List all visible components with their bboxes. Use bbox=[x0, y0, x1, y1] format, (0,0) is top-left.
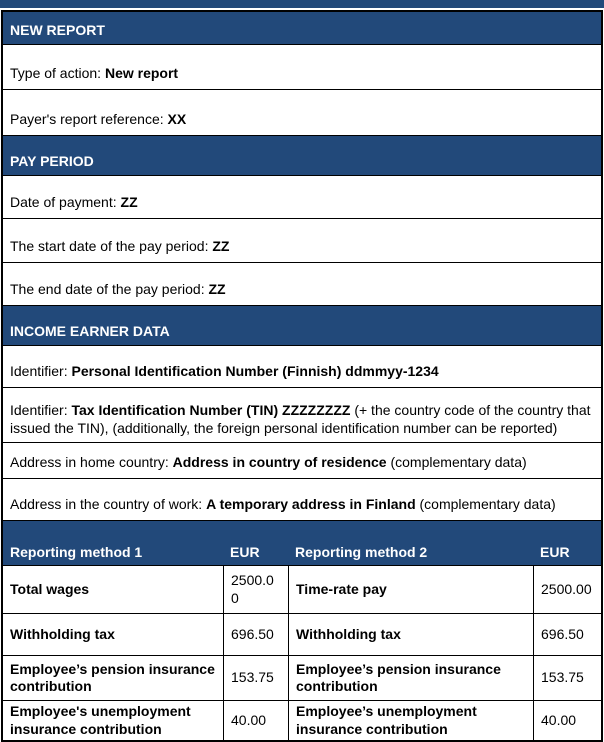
field-text bbox=[10, 65, 178, 83]
section-title: NEW REPORT bbox=[10, 22, 105, 38]
field-value: A temporary address in Finland bbox=[206, 495, 416, 512]
field-value: Tax Identification Number (TIN) ZZZZZZZZ bbox=[71, 402, 351, 418]
field-value: Address in country of residence bbox=[172, 453, 387, 470]
field-label: Address in the country of work: bbox=[10, 495, 207, 512]
top-accent-strip bbox=[0, 0, 604, 8]
field-label: Payer's report reference: bbox=[10, 110, 168, 127]
cell-label-method1: Total wages bbox=[10, 580, 90, 597]
field-label: The start date of the pay period: bbox=[10, 237, 213, 254]
field-row-address-home-country bbox=[3, 443, 601, 479]
report-document bbox=[1, 10, 603, 742]
field-value: ZZ bbox=[212, 237, 230, 254]
cell-value-method2: 696.50 bbox=[533, 614, 601, 655]
field-suffix: (complementary data) bbox=[386, 453, 527, 470]
cell-value-method2: 40.00 bbox=[533, 701, 601, 740]
table-header-reporting-method-1: Reporting method 1 bbox=[10, 544, 143, 560]
cell-value-method1: 40.00 bbox=[223, 701, 288, 740]
field-label: Date of payment: bbox=[10, 193, 121, 210]
field-row-payer-report-reference bbox=[3, 90, 601, 136]
field-row-date-of-payment bbox=[3, 176, 601, 219]
cell-value-method1: 2500.00 bbox=[223, 566, 288, 613]
cell-label-method1: Withholding tax bbox=[10, 625, 115, 642]
cell-label-method2: Employee’s unemployment insurance contribution bbox=[288, 701, 533, 740]
field-label: Address in home country: bbox=[10, 453, 173, 470]
field-row-identifier-pin bbox=[3, 346, 601, 388]
field-row-pay-period-end bbox=[3, 263, 601, 306]
field-text bbox=[10, 194, 138, 212]
cell-label-method2: Employee’s pension insurance contribution bbox=[288, 656, 533, 700]
field-value: New report bbox=[104, 64, 179, 81]
table-row-wages bbox=[3, 566, 601, 614]
table-row-pension-insurance bbox=[3, 656, 601, 701]
cell-label-method1: Employee's unemployment insurance contribution bbox=[10, 703, 191, 737]
table-row-withholding-tax bbox=[3, 614, 601, 656]
field-row-type-of-action bbox=[3, 45, 601, 90]
table-header-eur-1: EUR bbox=[230, 544, 260, 560]
field-label: The end date of the pay period: bbox=[10, 280, 209, 297]
field-text bbox=[10, 496, 556, 514]
field-text bbox=[10, 363, 439, 381]
table-header-eur-2: EUR bbox=[540, 544, 570, 560]
section-header-pay-period bbox=[3, 136, 601, 176]
field-suffix: (+ the country code of the country that issued the TIN), (additionally, the foreign personal identification number can be reported) bbox=[10, 402, 591, 436]
field-value: Personal Identification Number (Finnish) ddmmyy-1234 bbox=[71, 362, 439, 379]
table-row-unemployment-insurance bbox=[3, 701, 601, 740]
field-row-identifier-tin bbox=[3, 388, 601, 443]
field-value: XX bbox=[167, 110, 187, 127]
field-row-pay-period-start bbox=[3, 219, 601, 263]
cell-value-method1: 153.75 bbox=[223, 656, 288, 700]
cell-label-method2: Withholding tax bbox=[288, 614, 533, 655]
field-label: Identifier: bbox=[10, 362, 72, 379]
field-text bbox=[10, 281, 226, 299]
field-suffix: (complementary data) bbox=[415, 495, 556, 512]
section-title: PAY PERIOD bbox=[10, 153, 94, 169]
cell-label-method1: Employee’s pension insurance contribution bbox=[10, 660, 215, 694]
field-value: ZZ bbox=[120, 193, 138, 210]
section-header-new-report bbox=[3, 12, 601, 45]
field-text bbox=[10, 238, 229, 256]
table-header-row bbox=[3, 521, 601, 566]
cell-value-method2: 2500.00 bbox=[533, 566, 601, 613]
cell-value-method1: 696.50 bbox=[223, 614, 288, 655]
field-row-address-country-of-work bbox=[3, 479, 601, 521]
field-value: ZZ bbox=[208, 280, 226, 297]
field-label: Type of action: bbox=[10, 64, 105, 81]
section-header-income-earner-data bbox=[3, 306, 601, 346]
field-label: Identifier: bbox=[10, 402, 72, 418]
section-title: INCOME EARNER DATA bbox=[10, 323, 170, 339]
field-text bbox=[10, 111, 186, 129]
cell-value-method2: 153.75 bbox=[533, 656, 601, 700]
field-text bbox=[10, 402, 593, 437]
field-text bbox=[10, 454, 527, 472]
cell-label-method2: Time-rate pay bbox=[288, 566, 533, 613]
table-header-reporting-method-2: Reporting method 2 bbox=[295, 544, 428, 560]
